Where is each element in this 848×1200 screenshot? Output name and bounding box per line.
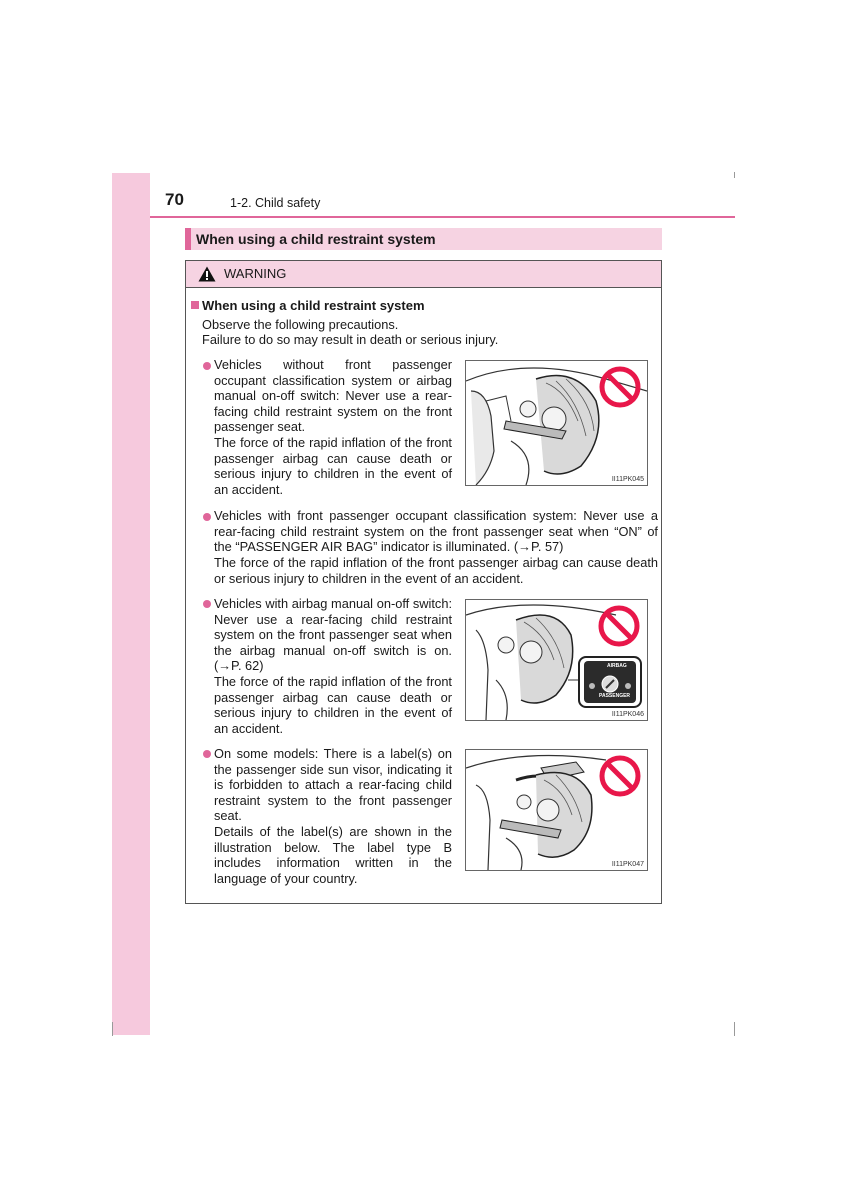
warning-item-detail: The force of the rapid inflation of the front passenger airbag can cause death or serious injury to children in the event of an accident. xyxy=(214,674,452,736)
figure-sun-visor xyxy=(465,749,648,871)
square-bullet-icon xyxy=(191,301,199,309)
prohibition-icon xyxy=(598,365,642,409)
warning-intro: Failure to do so may result in death or serious injury. xyxy=(202,332,499,347)
prohibition-icon xyxy=(598,754,642,798)
warning-item-text: On some models: There is a label(s) on the passenger side sun visor, indicating it is forbidden to attach a rear-facing child restraint system to the front passenger seat. xyxy=(214,746,452,824)
bullet-icon xyxy=(203,513,211,521)
crop-mark xyxy=(112,1022,113,1036)
warning-triangle-icon xyxy=(198,266,216,282)
warning-label: WARNING xyxy=(224,266,287,281)
warning-subheading xyxy=(191,298,425,313)
figure-code: II11PK046 xyxy=(611,711,644,718)
page-side-tab xyxy=(112,173,150,1035)
figure-airbag-switch xyxy=(465,599,648,721)
section-heading-text: When using a child restraint system xyxy=(196,231,436,247)
figure-rear-facing-seat xyxy=(465,360,648,486)
switch-label-top: AIRBAG xyxy=(607,663,627,669)
switch-label-bottom: PASSENGER xyxy=(599,693,631,699)
bullet-icon xyxy=(203,600,211,608)
section-heading xyxy=(185,228,662,250)
figure-code: II11PK047 xyxy=(611,861,644,868)
warning-item-text: Vehicles with front passenger occupant classification system: Never use a rear-facing child restraint system on the front passenger seat when “ON” of the “PASSENGER AIR BAG” indicator is illuminated. (→P. 57) xyxy=(214,508,658,555)
warning-item-detail: The force of the rapid inflation of the front passenger airbag can cause death or serious injury to children in the event of an accident. xyxy=(214,435,452,497)
warning-item-text: Vehicles without front passenger occupant classification system or airbag manual on-off switch: Never use a rear-facing child restraint system on the front passenger seat. xyxy=(214,357,452,435)
page-number: 70 xyxy=(165,190,184,209)
header-rule xyxy=(150,216,735,218)
warning-subheading-text: When using a child restraint system xyxy=(202,298,425,313)
bullet-icon xyxy=(203,362,211,370)
section-title: 1-2. Child safety xyxy=(230,196,321,210)
bullet-icon xyxy=(203,750,211,758)
warning-box xyxy=(185,260,662,904)
warning-intro: Observe the following precautions. xyxy=(202,317,399,332)
crop-mark xyxy=(734,172,735,178)
warning-header xyxy=(186,261,661,288)
figure-code: II11PK045 xyxy=(611,476,644,483)
warning-item-detail: Details of the label(s) are shown in the illustration below. The label type B includes information written in the language of your country. xyxy=(214,824,452,886)
warning-item-detail: The force of the rapid inflation of the front passenger airbag can cause death or serious injury to children in the event of an accident. xyxy=(214,555,658,586)
warning-item-text: Vehicles with airbag manual on-off switch: Never use a rear-facing child restraint system on the front passenger seat when the airbag manual on-off switch is on. (→P. 62) xyxy=(214,596,452,674)
prohibition-icon xyxy=(597,604,641,648)
heading-accent-bar xyxy=(185,228,191,250)
crop-mark xyxy=(734,1022,735,1036)
